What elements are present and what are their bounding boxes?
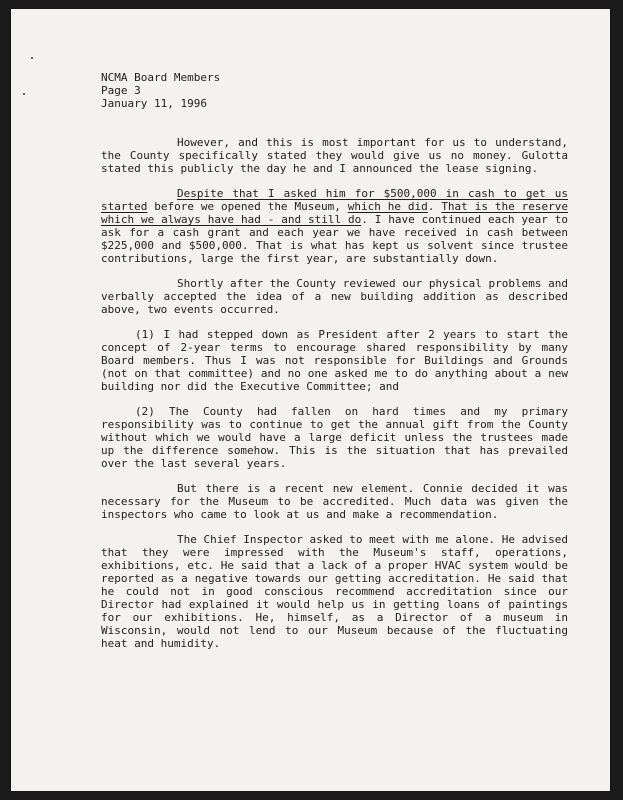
paper-speck — [23, 93, 25, 95]
list-item-2: (2) The County had fallen on hard times and my primary responsibility was to continue to get the annual gift from the County without which we would have a large deficit unless the trustees made up the difference somehow. This is the situation that has prevailed over the last several years. — [101, 405, 568, 470]
paragraph-chief-inspector: The Chief Inspector asked to meet with me alone. He advised that they were impressed with the Museum's staff, operations, exhibitions, etc. He said that a lack of a proper HVAC system would be reported as a negative towards our getting accreditation. He said that he could not in good conscious recommend accreditation since our Director had explained it would help us in getting loans of paintings for our exhibitions. He, himself, as a Director of a museum in Wisconsin, would not lend to our Museum because of the fluctuating heat and humidity. — [101, 533, 568, 650]
letter-header — [101, 71, 568, 110]
paragraph-cash-reserve: Despite that I asked him for $500,000 in cash to get us started before we opened the Museum, which he did. That is the reserve which we always have had - and still do. I have continued each year to ask for a cash grant and each year we have received in cash between $225,000 and $500,000. That is what has kept us solvent since trustee contributions, large the first year, are substantially down. — [101, 187, 568, 265]
underlined-reserve: That is the reserve which we always have had - and still do — [101, 200, 568, 226]
paragraph-two-events: Shortly after the County reviewed our physical problems and verbally accepted the idea of a new building addition as described above, two events occurred. — [101, 277, 568, 316]
paragraph-county-funding: However, and this is most important for us to understand, the County specifically stated they would give us no money. Gulotta stated this publicly the day he and I announced the lease signing. — [101, 136, 568, 175]
document-page — [11, 9, 610, 791]
underlined-request: Despite that I asked him for $500,000 in cash to get us started — [101, 187, 568, 213]
paper-speck — [31, 57, 33, 59]
underlined-which-he-did: which he did — [347, 200, 428, 213]
letter-body — [101, 71, 568, 650]
header-date: January 11, 1996 — [101, 97, 207, 110]
header-recipient: NCMA Board Members — [101, 71, 221, 84]
paragraph-accreditation: But there is a recent new element. Connie decided it was necessary for the Museum to be accredited. Much data was given the inspectors who came to look at us and make a recommendation. — [101, 482, 568, 521]
header-page-number: Page 3 — [101, 84, 141, 97]
list-item-1: (1) I had stepped down as President after 2 years to start the concept of 2-year terms to encourage shared responsibility by many Board members. Thus I was not responsible for Buildings and Grounds (not on that committee) and no one asked me to do anything about a new building nor did the Executive Committee; and — [101, 328, 568, 393]
